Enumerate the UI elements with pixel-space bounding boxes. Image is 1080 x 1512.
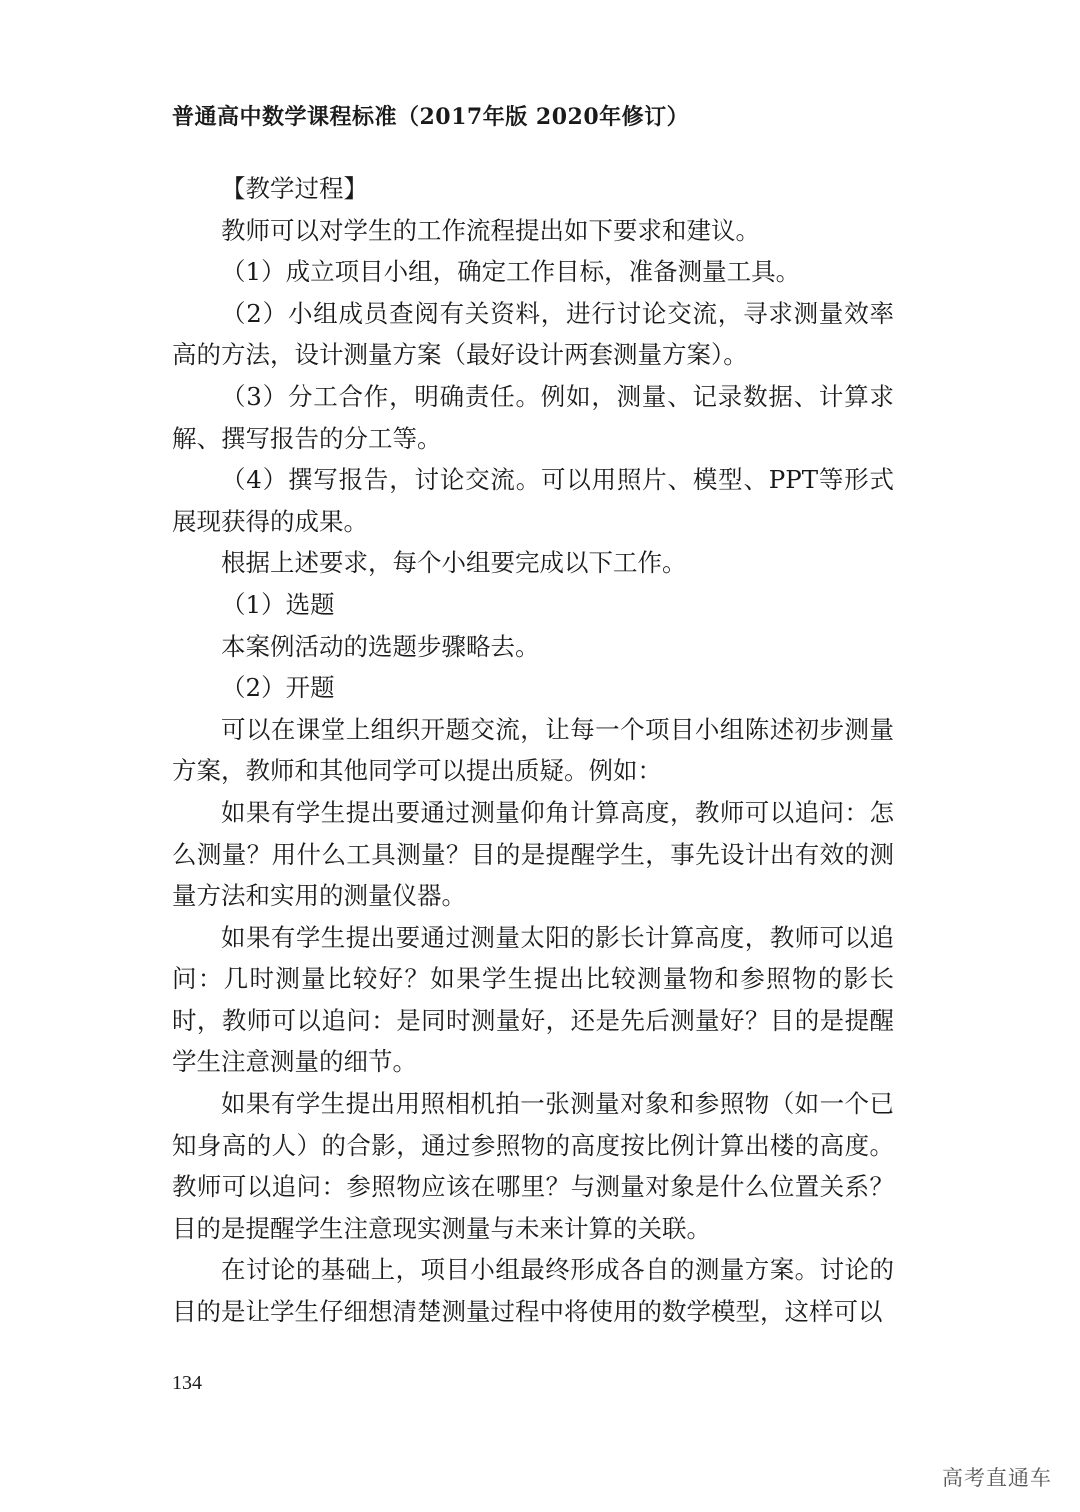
paragraph: 如果有学生提出要通过测量太阳的影长计算高度，教师可以追问：几时测量比较好？如果学生提出比较测量物和参照物的影长时，教师可以追问：是同时测量好，还是先后测量好？目的是提醒学生注意测量的细节。 — [172, 922, 894, 1077]
paragraph-subheading: （1）选题 — [221, 589, 335, 619]
paragraph: 教师可以对学生的工作流程提出如下要求和建议。 — [221, 215, 760, 245]
running-header: 普通高中数学课程标准（2017年版 2020年修订） — [172, 104, 690, 130]
paragraph: 本案例活动的选题步骤略去。 — [221, 631, 540, 661]
paragraph: 可以在课堂上组织开题交流，让每一个项目小组陈述初步测量方案，教师和其他同学可以提出质疑。例如： — [172, 714, 894, 786]
paragraph-list-item: （1）成立项目小组，确定工作目标，准备测量工具。 — [221, 257, 801, 287]
paragraph-list-item: （3）分工合作，明确责任。例如，测量、记录数据、计算求解、撰写报告的分工等。 — [172, 381, 894, 453]
document-body — [172, 168, 894, 1333]
paragraph: 如果有学生提出用照相机拍一张测量对象和参照物（如一个已知身高的人）的合影，通过参照物的高度按比例计算出楼的高度。教师可以追问：参照物应该在哪里？与测量对象是什么位置关系？目的是提醒学生注意现实测量与未来计算的关联。 — [172, 1089, 894, 1243]
paragraph-subheading: （2）开题 — [221, 673, 335, 703]
paragraph: 根据上述要求，每个小组要完成以下工作。 — [221, 548, 687, 578]
page-number: 134 — [172, 1372, 202, 1394]
paragraph: 在讨论的基础上，项目小组最终形成各自的测量方案。讨论的目的是让学生仔细想清楚测量过程中将使用的数学模型，这样可以 — [172, 1255, 894, 1327]
paragraph-list-item: （4）撰写报告，讨论交流。可以用照片、模型、PPT等形式展现获得的成果。 — [172, 465, 894, 536]
paragraph-section-heading: 【教学过程】 — [221, 174, 368, 203]
watermark: 高考直通车 — [942, 1466, 1052, 1490]
paragraph: 如果有学生提出要通过测量仰角计算高度，教师可以追问：怎么测量？用什么工具测量？目的是提醒学生，事先设计出有效的测量方法和实用的测量仪器。 — [172, 797, 894, 911]
paragraph-list-item: （2）小组成员查阅有关资料，进行讨论交流，寻求测量效率高的方法，设计测量方案（最好设计两套测量方案）。 — [172, 298, 894, 370]
